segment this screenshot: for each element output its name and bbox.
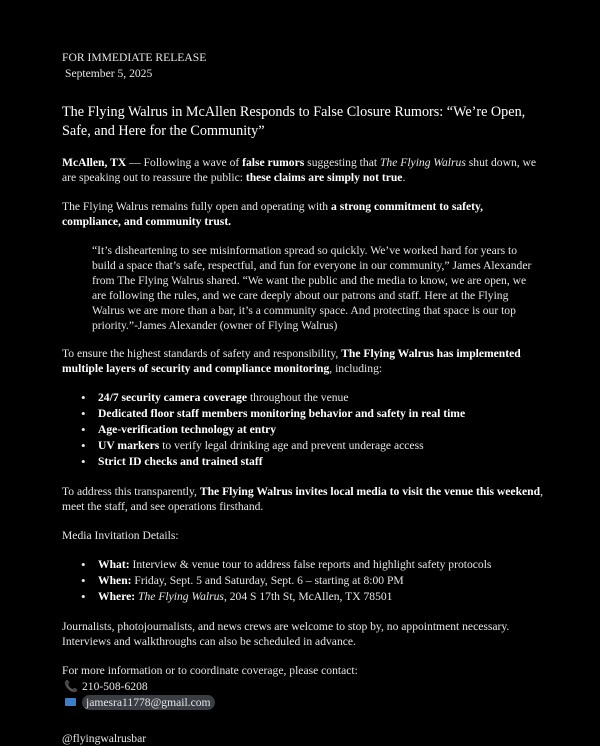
list-item — [62, 573, 544, 589]
invite-bold: The Flying Walrus invites local media to visit the venue this weekend — [199, 485, 541, 498]
invite-heading: Media Invitation Details: — [62, 529, 179, 542]
intro-bold-1: false rumors — [242, 156, 305, 169]
measure-bold: 24/7 security camera coverage — [98, 391, 248, 404]
what-label: What: — [98, 558, 130, 571]
invite-details-list — [62, 557, 544, 605]
list-item — [62, 589, 544, 605]
measure-bold: Strict ID checks and trained staff — [98, 455, 263, 468]
measure-text: to verify legal drinking age and prevent underage access — [159, 439, 424, 452]
headline: The Flying Walrus in McAllen Responds to False Closure Rumors: “We’re Open, Safe, and Here for the Community” — [62, 104, 526, 139]
intro-paragraph — [62, 155, 544, 185]
when-value: Friday, Sept. 5 and Saturday, Sept. 6 – starting at 8:00 PM — [131, 574, 404, 587]
measures-list — [62, 390, 544, 470]
contact-intro: For more information or to coordinate coverage, please contact: — [62, 664, 358, 677]
what-value: Interview & venue tour to address false reports and highlight safety protocols — [129, 558, 492, 571]
list-item — [62, 557, 544, 573]
where-venue: The Flying Walrus — [138, 590, 224, 603]
safety-paragraph — [62, 346, 544, 376]
dateline: McAllen, TX — [62, 156, 127, 169]
list-item — [62, 438, 544, 454]
intro-text-1: — Following a wave of — [126, 156, 243, 169]
safety-bold: The Flying Walrus has implemented multiple layers of security and compliance monitoring — [62, 347, 521, 375]
when-label: When: — [98, 574, 132, 587]
where-label: Where: — [98, 590, 136, 603]
invite-text-2: , meet the staff, and see operations firsthand. — [62, 485, 543, 513]
email-icon — [65, 698, 76, 706]
list-item — [62, 454, 544, 470]
intro-text-4: . — [402, 171, 406, 184]
measure-bold: Dedicated floor staff members monitoring behavior and safety in real time — [98, 407, 466, 420]
contact-block — [62, 663, 544, 711]
invite-text-1: To address this transparently, — [62, 485, 200, 498]
venue-name-italic: The Flying Walrus — [379, 156, 466, 169]
contact-phone — [62, 679, 544, 695]
owner-quote: “It’s disheartening to see misinformation spread so quickly. We’ve worked hard for years to build a space that’s safe, respectful, and fun for everyone in our community,” James Alexander from The Flying Walrus shared. “We want the public and the media to know, we are open, we are following the rules, and we care deeply about our patrons and staff. Here at the Flying Walrus we are more than a bar, it’s a community space. And protecting that space is our top priority.”-James Alexander (owner of Flying Walrus) — [92, 244, 532, 332]
contact-email — [62, 695, 544, 711]
intro-text-3: shut down, we are speaking out to reassure the public: — [62, 156, 537, 184]
measure-bold: UV markers — [98, 439, 160, 452]
release-header — [62, 50, 544, 82]
intro-bold-2: these claims are simply not true — [245, 171, 403, 184]
social-handle: @flyingwalrusbar — [62, 732, 147, 745]
status-text: The Flying Walrus remains fully open and operating with — [62, 200, 331, 213]
measure-text: throughout the venue — [247, 391, 349, 404]
list-item — [62, 390, 544, 406]
release-label: FOR IMMEDIATE RELEASE — [62, 51, 207, 64]
phone-icon: 📞 — [64, 681, 78, 693]
journalists-paragraph: Journalists, photojournalists, and news crews are welcome to stop by, no appointment necessary. Interviews and walkthroughs can also be scheduled in advance. — [62, 620, 510, 648]
status-paragraph — [62, 199, 544, 229]
measure-bold: Age-verification technology at entry — [98, 423, 277, 436]
where-address: , 204 S 17th St, McAllen, TX 78501 — [223, 590, 393, 603]
safety-text-2: , including: — [329, 362, 383, 375]
safety-text-1: To ensure the highest standards of safety and responsibility, — [62, 347, 342, 360]
intro-text-2: suggesting that — [304, 156, 380, 169]
status-bold: a strong commitment to safety, compliance, and community trust. — [62, 200, 484, 228]
email-link[interactable]: jamesra11778@gmail.com — [82, 695, 215, 710]
release-date: September 5, 2025 — [65, 67, 153, 80]
list-item — [62, 422, 544, 438]
list-item — [62, 406, 544, 422]
media-invite-paragraph — [62, 484, 544, 514]
phone-number[interactable]: 210-508-6208 — [82, 680, 148, 693]
